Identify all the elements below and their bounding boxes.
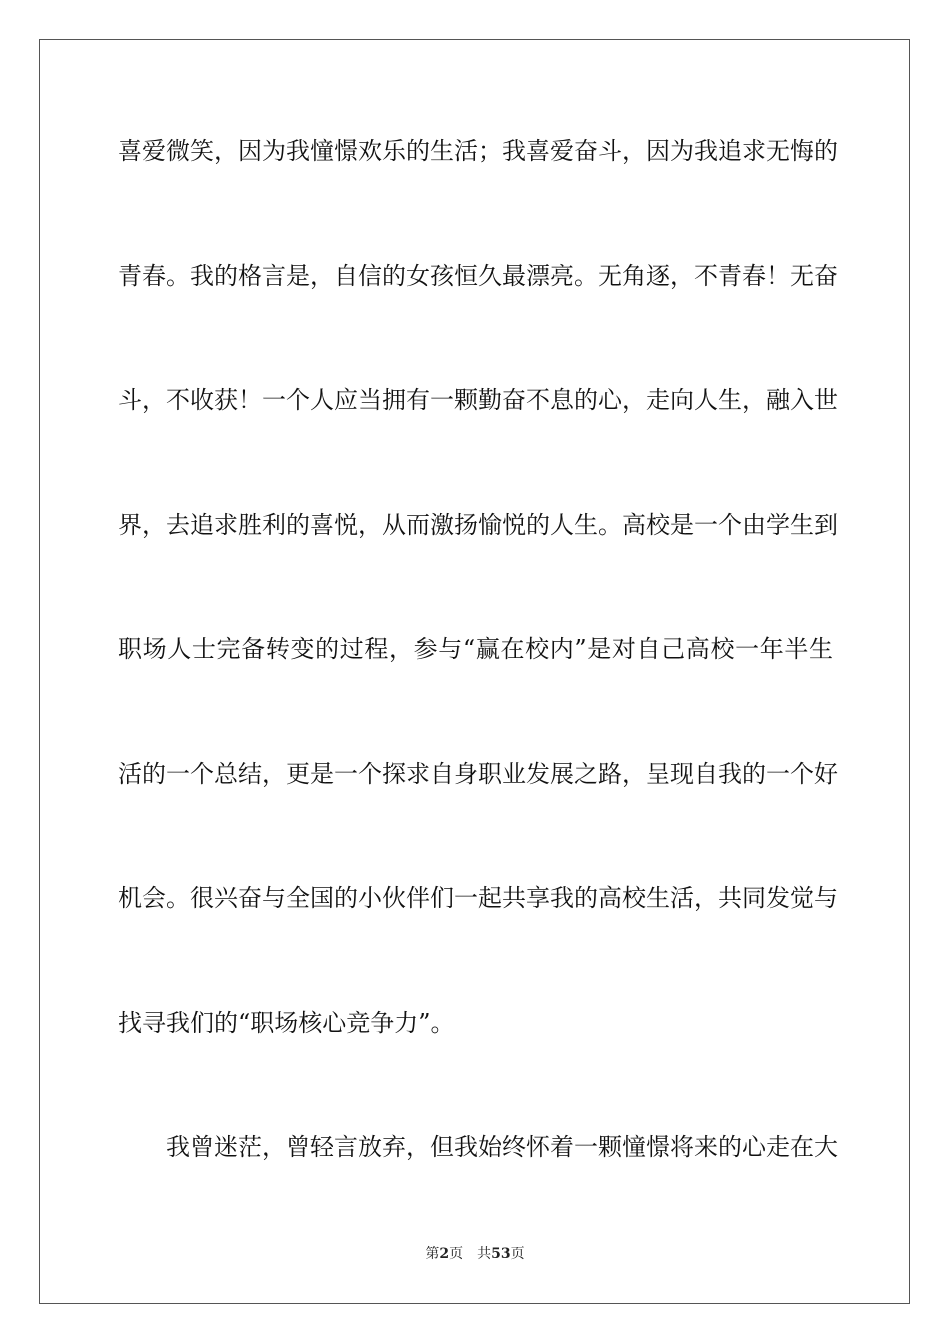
body-line-8: 找寻我们的“职场核心竞争力”。: [118, 1009, 455, 1037]
body-line-4: 界，去追求胜利的喜悦，从而激扬愉悦的人生。高校是一个由学生到: [118, 511, 838, 539]
body-line-1: 喜爱微笑，因为我憧憬欢乐的生活；我喜爱奋斗，因为我追求无悔的: [118, 137, 838, 165]
page-suffix: 页: [449, 1246, 464, 1262]
body-line-3: 斗，不收获！一个人应当拥有一颗勤奋不息的心，走向人生，融入世: [118, 386, 838, 414]
body-line-6: 活的一个总结，更是一个探求自身职业发展之路，呈现自我的一个好: [118, 760, 838, 788]
body-line-9: 我曾迷茫，曾轻言放弃，但我始终怀着一颗憧憬将来的心走在大: [166, 1133, 838, 1161]
body-line-7: 机会。很兴奋与全国的小伙伴们一起共享我的高校生活，共同发觉与: [118, 884, 838, 912]
body-line-5: 职场人士完备转变的过程，参与“赢在校内”是对自己高校一年半生: [118, 635, 833, 663]
page-prefix: 第: [425, 1246, 440, 1262]
total-pages: 53: [491, 1246, 511, 1262]
total-suffix: 页: [510, 1246, 525, 1262]
page-number: 2: [439, 1246, 450, 1262]
page-border: [39, 39, 910, 1304]
body-line-2: 青春。我的格言是，自信的女孩恒久最漂亮。无角逐，不青春！无奋: [118, 262, 838, 290]
page-footer: [0, 1244, 950, 1264]
total-prefix: 共: [477, 1246, 492, 1262]
